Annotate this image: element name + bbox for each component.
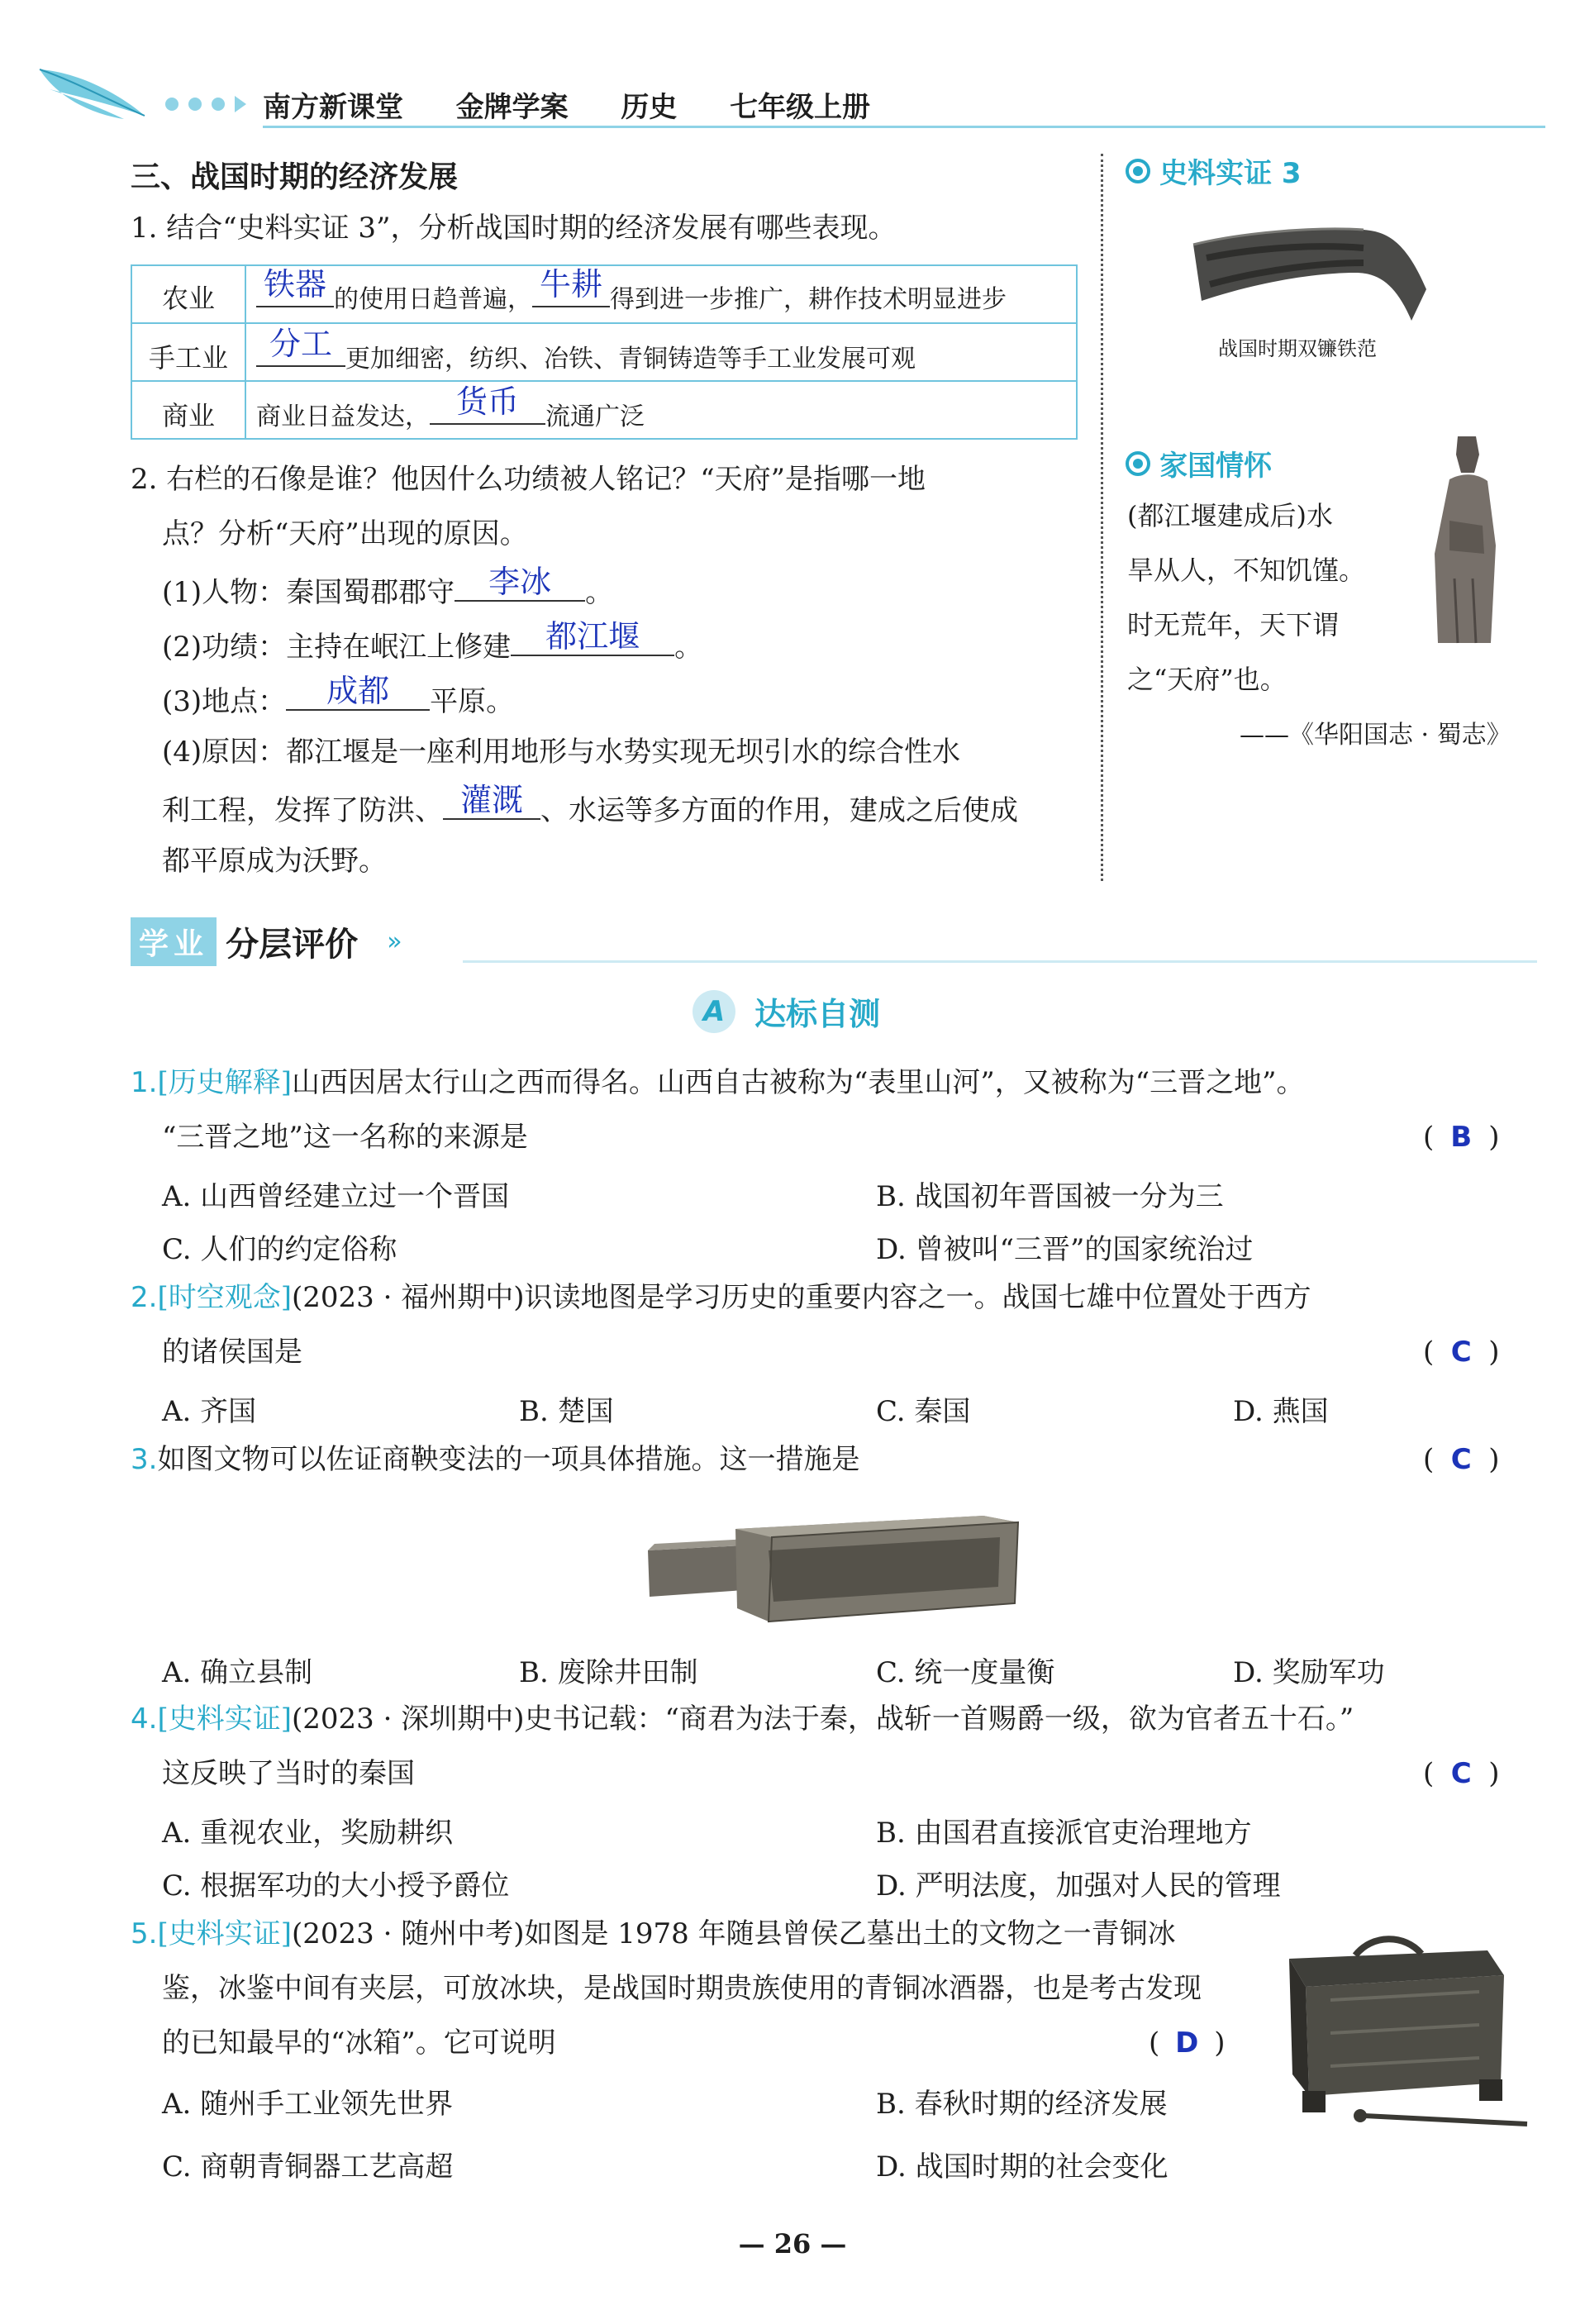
level-heading <box>693 988 880 1034</box>
handwritten-answer: B <box>1450 1121 1473 1154</box>
answer-bracket: ( B ) <box>1423 1121 1500 1154</box>
double-chevron-icon: » <box>387 927 402 956</box>
header-rule <box>263 126 1545 128</box>
option-b: B. 战国初年晋国被一分为三 <box>876 1180 1224 1213</box>
question-tag: [历史解释] <box>157 1066 292 1099</box>
table-row-label: 农业 <box>161 283 215 314</box>
option-c: C. 统一度量衡 <box>876 1656 1055 1689</box>
answer-bracket: ( C ) <box>1423 1336 1500 1369</box>
handwritten-answer: 分工 <box>269 326 332 362</box>
option-a: A. 确立县制 <box>162 1656 313 1689</box>
part-2 <box>162 618 703 664</box>
part-1 <box>162 564 614 609</box>
option-d: D. 燕国 <box>1233 1395 1329 1428</box>
table-row-label: 商业 <box>161 400 215 431</box>
question-tag: [史料实证] <box>157 1917 292 1950</box>
handwritten-answer: 货币 <box>455 383 519 420</box>
part-3 <box>162 673 515 718</box>
blank-field <box>430 383 545 425</box>
level-title: 达标自测 <box>754 996 881 1032</box>
handwritten-answer: D <box>1175 2026 1199 2060</box>
option-a: A. 山西曾经建立过一个晋国 <box>162 1180 510 1213</box>
handwritten-answer: 铁器 <box>263 266 326 302</box>
part-3-label: (3)地点： <box>162 685 287 718</box>
part-4-text: 、水运等多方面的作用，建成之后使成 <box>540 794 1018 827</box>
part-2-end: 。 <box>674 631 703 664</box>
quill-icon <box>33 64 248 131</box>
question-number: 3. <box>131 1443 158 1476</box>
handwritten-answer: 都江堰 <box>545 618 640 655</box>
option-d: D. 奖励军功 <box>1233 1656 1385 1689</box>
table-divider-v <box>245 266 246 438</box>
question-number: 4. <box>131 1703 158 1736</box>
question-text: (2023 · 深圳期中)史书记载：“商君为法于秦，战斩一首赐爵一级，欲为官者五十石。” <box>291 1703 1354 1736</box>
iron-mold-image <box>1190 215 1430 322</box>
quote-line-2: 旱从人，不知饥馑。 <box>1127 555 1366 586</box>
blank-field <box>256 326 345 367</box>
option-c: C. 人们的约定俗称 <box>162 1233 397 1266</box>
question-5 <box>131 1917 1176 1950</box>
sidebar-heading-1 <box>1126 150 1302 191</box>
question-text: (2023 · 随州中考)如图是 1978 年随县曾侯乙墓出土的文物之一青铜冰 <box>291 1917 1176 1950</box>
handwritten-answer: 成都 <box>326 673 390 709</box>
question-text: (2023 · 福州期中)识读地图是学习历史的重要内容之一。战国七雄中位置处于西方 <box>291 1281 1311 1314</box>
banner-title: 分层评价 <box>226 926 359 964</box>
question-2-line2: 的诸侯国是 <box>162 1336 302 1369</box>
blank-field <box>532 266 610 307</box>
option-c: C. 根据军功的大小授予爵位 <box>162 1869 510 1903</box>
li-bing-statue-image <box>1425 430 1507 645</box>
quote-line-1: (都江堰建成后)水 <box>1127 500 1333 531</box>
question-text: 山西因居太行山之西而得名。山西自古被称为“表里山河”，又被称为“三晋之地”。 <box>291 1066 1305 1099</box>
option-b: B. 楚国 <box>519 1395 614 1428</box>
table-row <box>256 266 1007 315</box>
section-banner <box>131 917 402 966</box>
table-cell-text: 得到进一步推广，耕作技术明显进步 <box>610 285 1007 314</box>
option-d: D. 曾被叫“三晋”的国家统治过 <box>876 1233 1254 1266</box>
part-3-end: 平原。 <box>430 685 515 718</box>
sidebar-heading-2 <box>1126 443 1272 483</box>
question-5-line2: 鉴，冰鉴中间有夹层，可放冰块，是战国时期贵族使用的青铜冰酒器，也是考古发现 <box>162 1972 1202 2005</box>
question-2 <box>131 1281 1311 1314</box>
answer-bracket: ( C ) <box>1423 1757 1500 1790</box>
option-a: A. 随州手工业领先世界 <box>162 2088 454 2121</box>
table-divider-h2 <box>132 380 1076 382</box>
header-publisher: 南方新课堂 <box>263 91 403 124</box>
question-2-line2: 点？分析“天府”出现的原因。 <box>162 517 528 550</box>
question-1 <box>131 1066 1305 1099</box>
header-title <box>263 84 870 125</box>
option-d: D. 严明法度，加强对人民的管理 <box>876 1869 1281 1903</box>
handwritten-answer: C <box>1450 1336 1472 1369</box>
header-subject: 历史 <box>621 91 678 124</box>
question-2-line1: 2. 右栏的石像是谁？他因什么功绩被人铭记？“天府”是指哪一地 <box>131 463 926 496</box>
blank-field <box>443 782 540 820</box>
page-number: — 26 — <box>738 2228 847 2260</box>
measuring-vessel-image <box>645 1504 1025 1628</box>
part-2-label: (2)功绩：主持在岷江上修建 <box>162 631 512 664</box>
question-number: 2. <box>131 1281 158 1314</box>
handwritten-answer: 李冰 <box>488 564 552 600</box>
question-5-line3: 的已知最早的“冰箱”。它可说明 <box>162 2026 556 2060</box>
question-tag: [时空观念] <box>157 1281 292 1314</box>
question-4 <box>131 1703 1354 1736</box>
level-badge: A <box>693 990 735 1033</box>
target-icon <box>1126 159 1150 183</box>
part-4-text: 利工程，发挥了防洪、 <box>162 794 443 827</box>
sidebar-title: 史料实证 3 <box>1159 157 1302 190</box>
option-a: A. 重视农业，奖励耕织 <box>162 1817 454 1850</box>
target-icon <box>1126 451 1150 476</box>
blank-field <box>256 266 334 307</box>
table-row-label: 手工业 <box>148 342 228 374</box>
question-1-text: 1. 结合“史料实证 3”，分析战国时期的经济发展有哪些表现。 <box>131 212 897 245</box>
question-text: 如图文物可以佐证商鞅变法的一项具体措施。这一措施是 <box>157 1443 860 1476</box>
table-row <box>256 326 916 374</box>
question-3 <box>131 1443 859 1476</box>
question-tag: [史料实证] <box>157 1703 292 1736</box>
economy-table <box>131 264 1078 440</box>
handwritten-answer: 牛耕 <box>539 266 602 302</box>
blank-field <box>286 673 430 711</box>
quote-line-4: 之“天府”也。 <box>1127 664 1287 695</box>
option-c: C. 商朝青铜器工艺高超 <box>162 2150 454 2184</box>
quote-source: ——《华阳国志 · 蜀志》 <box>1240 721 1511 750</box>
question-4-line2: 这反映了当时的秦国 <box>162 1757 415 1790</box>
answer-bracket: ( D ) <box>1149 2026 1226 2060</box>
table-cell-text: 商业日益发达， <box>256 402 430 431</box>
question-number: 1. <box>131 1066 158 1099</box>
part-4-line1: (4)原因：都江堰是一座利用地形与水势实现无坝引水的综合性水 <box>162 736 961 769</box>
question-1-line2: “三晋之地”这一名称的来源是 <box>162 1121 528 1154</box>
header-logo <box>33 64 248 131</box>
handwritten-answer: 灌溉 <box>459 782 523 818</box>
blank-field <box>455 564 585 602</box>
section-title: 三、战国时期的经济发展 <box>131 160 459 194</box>
quote-line-3: 时无荒年，天下谓 <box>1127 609 1340 641</box>
answer-bracket: ( C ) <box>1423 1443 1500 1476</box>
part-1-end: 。 <box>585 576 614 609</box>
option-c: C. 秦国 <box>876 1395 971 1428</box>
option-d: D. 战国时期的社会变化 <box>876 2150 1169 2184</box>
table-cell-text: 的使用日趋普遍， <box>334 285 532 314</box>
table-cell-text: 更加细密，纺织、冶铁、青铜铸造等手工业发展可观 <box>345 345 916 374</box>
sidebar-title: 家国情怀 <box>1159 450 1273 483</box>
option-b: B. 由国君直接派官吏治理地方 <box>876 1817 1252 1850</box>
header-series: 金牌学案 <box>455 91 569 124</box>
part-4-line2 <box>162 782 1018 827</box>
table-cell-text: 流通广泛 <box>545 402 645 431</box>
blank-field <box>511 618 674 656</box>
handwritten-answer: C <box>1450 1757 1472 1790</box>
image-caption: 战国时期双镰铁范 <box>1218 337 1377 360</box>
banner-badge: 学业 <box>131 917 217 966</box>
handwritten-answer: C <box>1450 1443 1472 1476</box>
part-4-line3: 都平原成为沃野。 <box>162 845 387 878</box>
option-b: B. 春秋时期的经济发展 <box>876 2088 1168 2121</box>
table-row <box>256 383 645 432</box>
bronze-ice-box-image <box>1256 1926 1529 2132</box>
column-separator <box>1101 154 1103 881</box>
option-a: A. 齐国 <box>162 1395 257 1428</box>
header-grade: 七年级上册 <box>730 91 871 124</box>
banner-rule <box>463 960 1537 963</box>
part-1-label: (1)人物：秦国蜀郡郡守 <box>162 576 455 609</box>
question-number: 5. <box>131 1917 158 1950</box>
option-b: B. 废除井田制 <box>519 1656 698 1689</box>
